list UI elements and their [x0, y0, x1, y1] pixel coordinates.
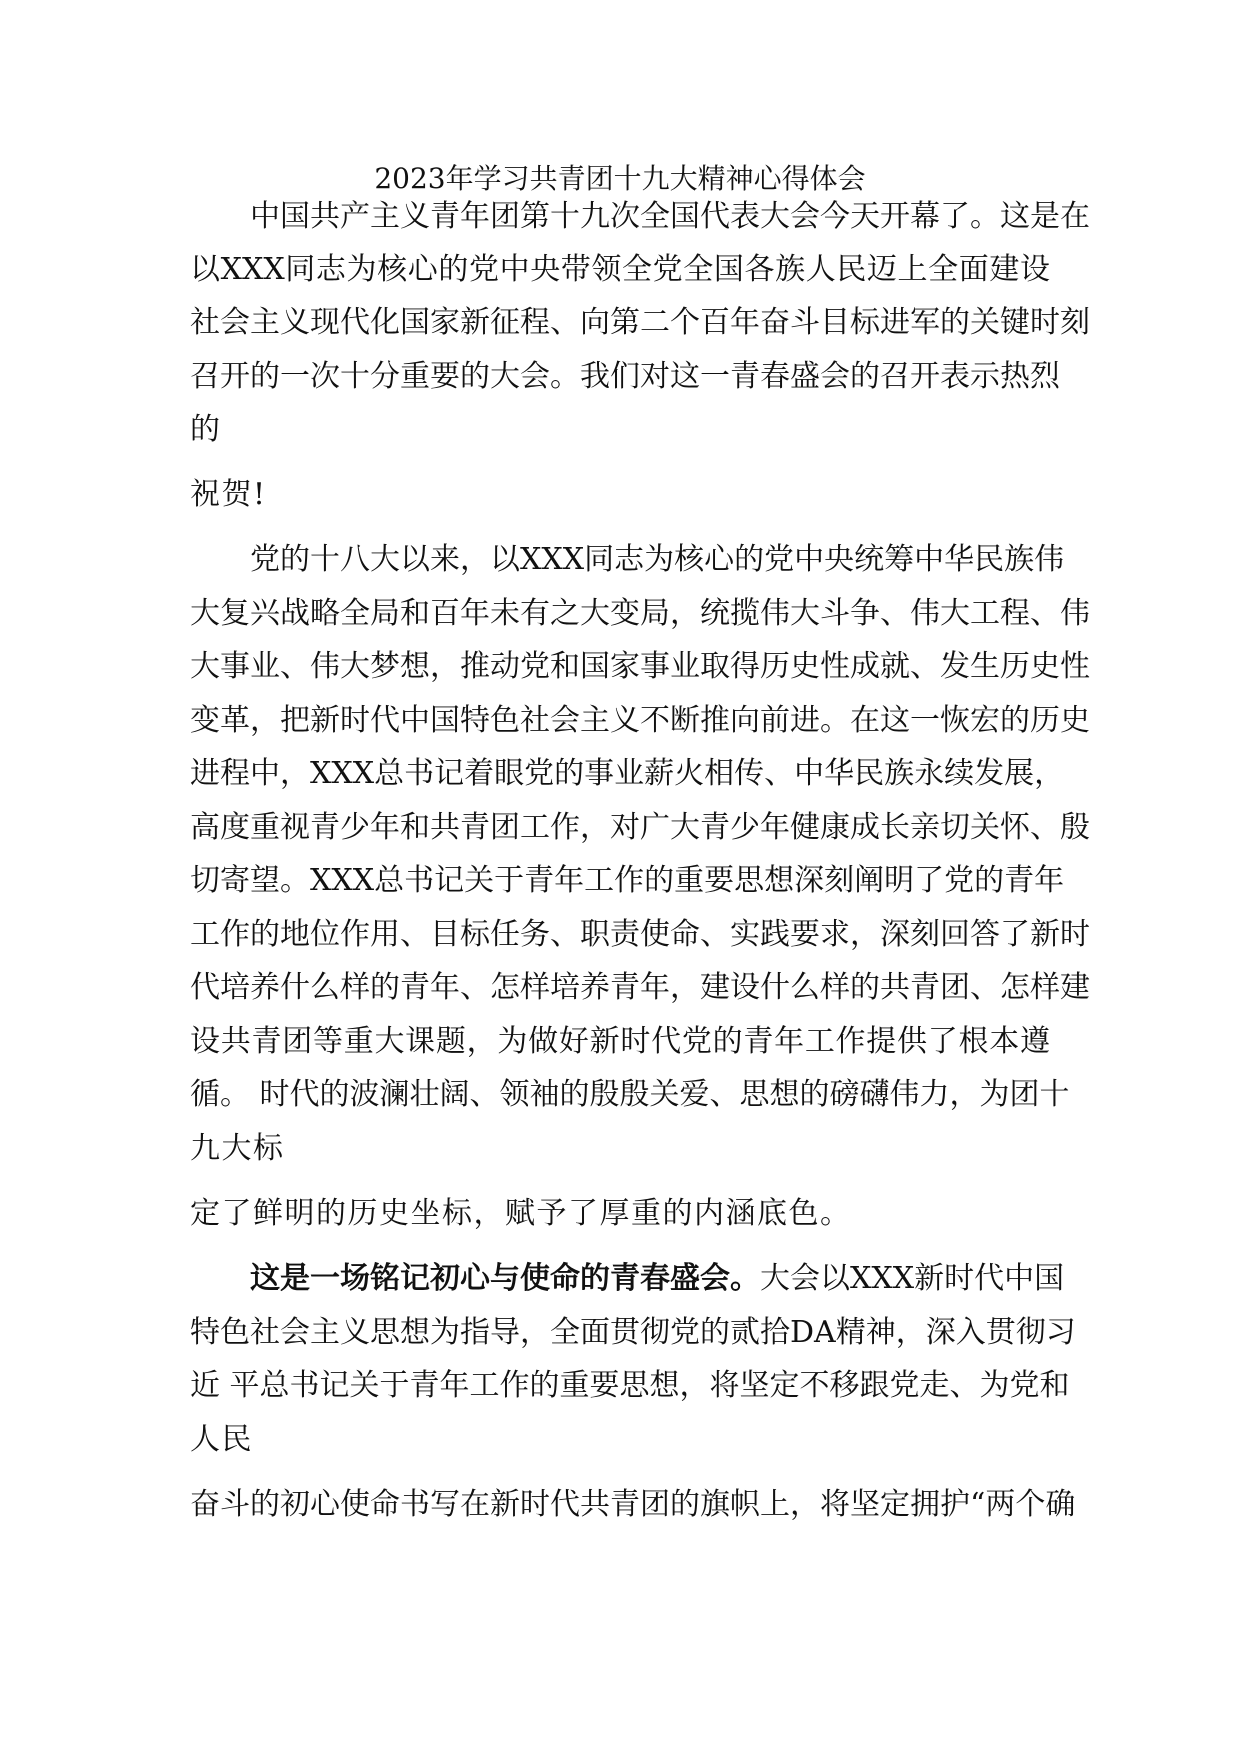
paragraph-1-line-2: 以XXX同志为核心的党中央带领全党全国各族人民迈上全面建设: [190, 252, 1050, 287]
paragraph-2-line-1: 祝贺!: [190, 477, 267, 512]
paragraph-1-line-4: 召开的一次十分重要的大会。我们对这一青春盛会的召开表示热烈: [190, 359, 1060, 394]
paragraph-5-line-2: 特色社会主义思想为指导，全面贯彻党的贰拾DA精神，深入贯彻习: [190, 1315, 1076, 1350]
paragraph-3-line-12: 九大标: [190, 1131, 285, 1166]
paragraph-5-line-1-text: 大会以XXX新时代中国: [760, 1261, 1065, 1296]
paragraph-1-line-3: 社会主义现代化国家新征程、向第二个百年奋斗目标进军的关键时刻: [190, 305, 1090, 340]
paragraph-1-line-1: 中国共产主义青年团第十九次全国代表大会今天开幕了。这是在: [250, 199, 1090, 234]
paragraph-3-line-3: 大事业、伟大梦想，推动党和国家事业取得历史性成就、发生历史性: [190, 649, 1090, 684]
paragraph-3-line-10: 设共青团等重大课题，为做好新时代党的青年工作提供了根本遵: [190, 1024, 1050, 1059]
paragraph-6-line-1: 奋斗的初心使命书写在新时代共青团的旗帜上，将坚定拥护“两个确: [190, 1487, 1076, 1522]
paragraph-3-line-4: 变革，把新时代中国特色社会主义不断推向前进。在这一恢宏的历史: [190, 703, 1090, 738]
paragraph-3-line-11: 循。 时代的波澜壮阔、领袖的殷殷关爱、思想的磅礴伟力，为团十: [190, 1077, 1070, 1112]
document-title: 2023年学习共青团十九大精神心得体会: [374, 162, 866, 195]
paragraph-5-lead: 这是一场铭记初心与使命的青春盛会。: [250, 1261, 760, 1296]
paragraph-5-line-1: [250, 1259, 1065, 1299]
paragraph-1-line-5: 的: [190, 412, 222, 447]
paragraph-3-line-8: 工作的地位作用、目标任务、职责使命、实践要求，深刻回答了新时: [190, 917, 1090, 952]
paragraph-3-line-1: 党的十八大以来，以XXX同志为核心的党中央统筹中华民族伟: [250, 542, 1065, 577]
paragraph-5-line-4: 人民: [190, 1422, 253, 1457]
paragraph-3-line-6: 高度重视青少年和共青团工作，对广大青少年健康成长亲切关怀、殷: [190, 810, 1090, 845]
paragraph-3-line-5: 进程中，XXX总书记着眼党的事业薪火相传、中华民族永续发展，: [190, 756, 1065, 791]
paragraph-4-line-1: 定了鲜明的历史坐标，赋予了厚重的内涵底色。: [190, 1196, 852, 1231]
paragraph-3-line-7: 切寄望。XXX总书记关于青年工作的重要思想深刻阐明了党的青年: [190, 863, 1065, 898]
paragraph-5-line-3: 近 平总书记关于青年工作的重要思想，将坚定不移跟党走、为党和: [190, 1368, 1070, 1403]
paragraph-3-line-2: 大复兴战略全局和百年未有之大变局，统揽伟大斗争、伟大工程、伟: [190, 596, 1090, 631]
paragraph-3-line-9: 代培养什么样的青年、怎样培养青年，建设什么样的共青团、怎样建: [190, 970, 1090, 1005]
